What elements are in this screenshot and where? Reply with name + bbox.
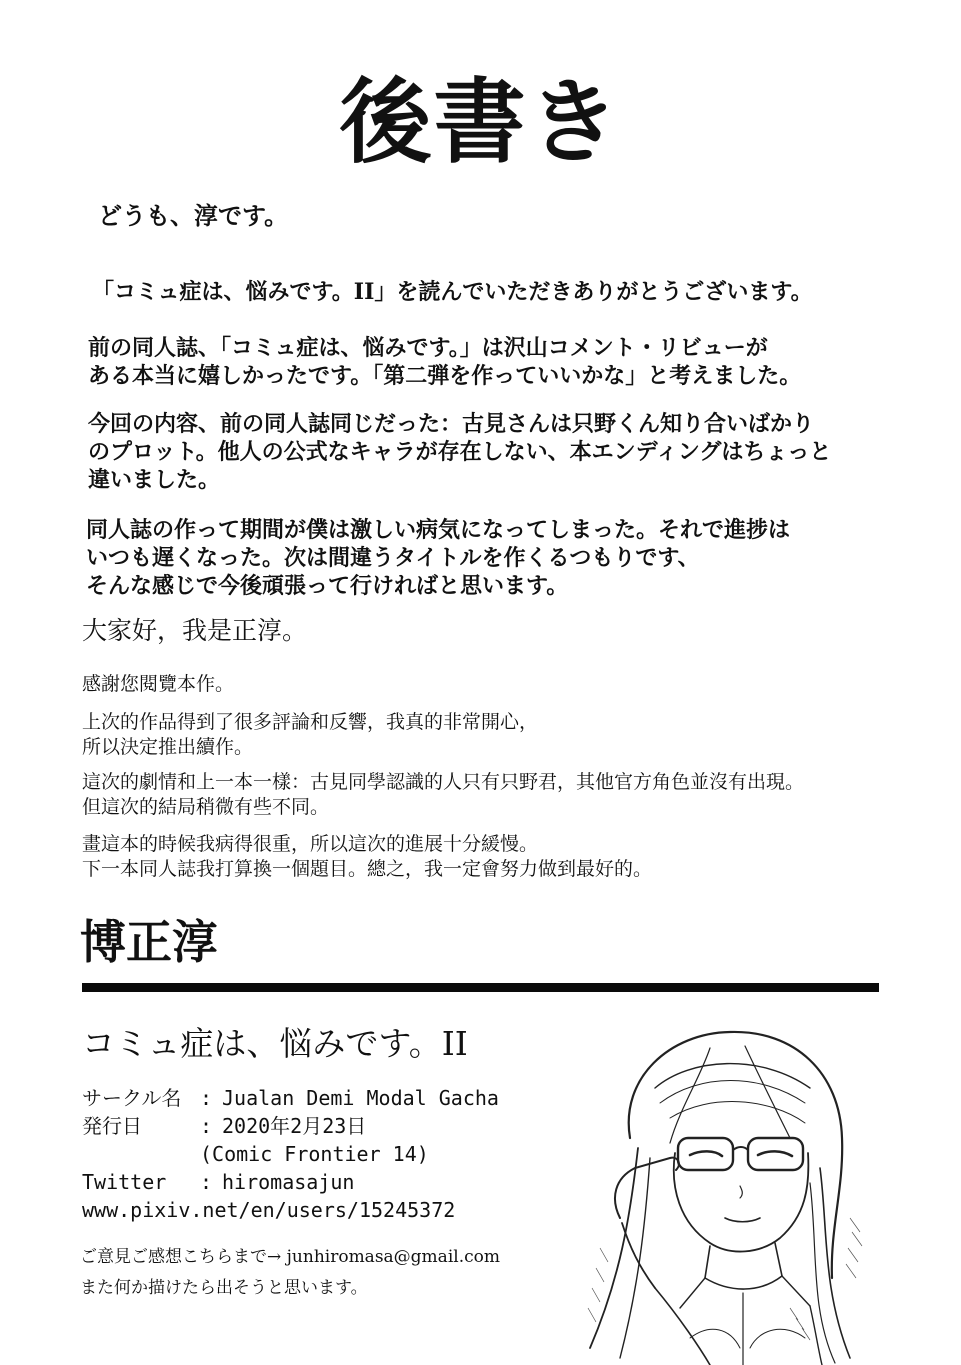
zh-paragraph-2 (82, 710, 538, 760)
jp-paragraph-3-line: 今回の内容、前の同人誌同じだった：古見さんは只野くん知り合いばかり (88, 411, 815, 437)
circle-label: サークル名 (82, 1086, 182, 1110)
jp-greeting: どうも、淳です。 (98, 201, 289, 230)
jp-paragraph-3-line: 違いました。 (88, 467, 221, 493)
date-label: 発行日 (82, 1114, 142, 1138)
date-row (82, 1112, 499, 1140)
jp-paragraph-4-line: 同人誌の作って期間が僕は激しい病気になってしまった。それで進捗は (86, 517, 791, 543)
afterword-title: 後書き (339, 69, 622, 176)
zh-paragraph-1: 感謝您閱覽本作。 (82, 673, 235, 695)
jp-paragraph-2-line: ある本当に嬉しかったです。「第二弾を作っていいかな」と考えました。 (88, 363, 802, 389)
book-title: コミュ症は、悩みです。II (82, 1024, 468, 1063)
event-value: (Comic Frontier 14) (200, 1142, 429, 1166)
footer-notes (80, 1242, 500, 1304)
glasses-girl-illustration (560, 1018, 890, 1365)
closing-line: また何か描けたら出そうと思います。 (80, 1278, 368, 1298)
twitter-row (82, 1168, 499, 1196)
event-row (82, 1140, 499, 1168)
circle-value: Jualan Demi Modal Gacha (222, 1086, 499, 1110)
colophon-info (82, 1084, 499, 1224)
jp-paragraph-4-line: いつも遅くなった。次は間違うタイトルを作くるつもりです、 (86, 545, 700, 571)
date-separator: : (200, 1114, 213, 1138)
jp-paragraph-2 (88, 334, 801, 390)
divider-rule (82, 983, 879, 992)
circle-row (82, 1084, 499, 1112)
date-value: 2020年2月23日 (222, 1114, 367, 1138)
jp-paragraph-1: 「コミュ症は、悩みです。II」を読んでいただきありがとうございます。 (92, 279, 813, 305)
zh-paragraph-3-line: 但這次的結局稍微有些不同。 (82, 796, 330, 818)
jp-paragraph-4 (86, 516, 790, 600)
author-name: 博正淳 (80, 915, 218, 969)
circle-separator: : (200, 1086, 213, 1110)
zh-paragraph-4 (82, 832, 652, 882)
jp-paragraph-2-line: 前の同人誌、「コミュ症は、悩みです。」は沢山コメント・リビューが (88, 335, 768, 361)
twitter-handle: hiromasajun (222, 1170, 355, 1194)
twitter-label: Twitter (82, 1170, 167, 1194)
twitter-separator: : (200, 1170, 213, 1194)
jp-paragraph-3 (88, 410, 831, 494)
zh-paragraph-4-line: 下一本同人誌我打算換一個題目。總之，我一定會努力做到最好的。 (82, 858, 653, 880)
zh-paragraph-2-line: 上次的作品得到了很多評論和反響，我真的非常開心， (82, 711, 539, 733)
contact-line: ご意見ご感想こちらまで→ junhiromasa@gmail.com (80, 1247, 500, 1267)
zh-paragraph-4-line: 畫這本的時候我病得很重，所以這次的進展十分緩慢。 (82, 833, 539, 855)
zh-paragraph-2-line: 所以決定推出續作。 (82, 736, 254, 758)
zh-paragraph-3-line: 這次的劇情和上一本一樣：古見同學認識的人只有只野君，其他官方角色並沒有出現。 (82, 771, 805, 793)
jp-paragraph-4-line: そんな感じで今後頑張って行ければと思います。 (86, 573, 569, 599)
zh-greeting: 大家好，我是正淳。 (82, 616, 308, 645)
pixiv-url: www.pixiv.net/en/users/15245372 (82, 1198, 456, 1222)
zh-paragraph-3 (82, 770, 804, 820)
jp-paragraph-3-line: のプロット。他人の公式なキャラが存在しない、本エンディングはちょっと (88, 439, 832, 465)
